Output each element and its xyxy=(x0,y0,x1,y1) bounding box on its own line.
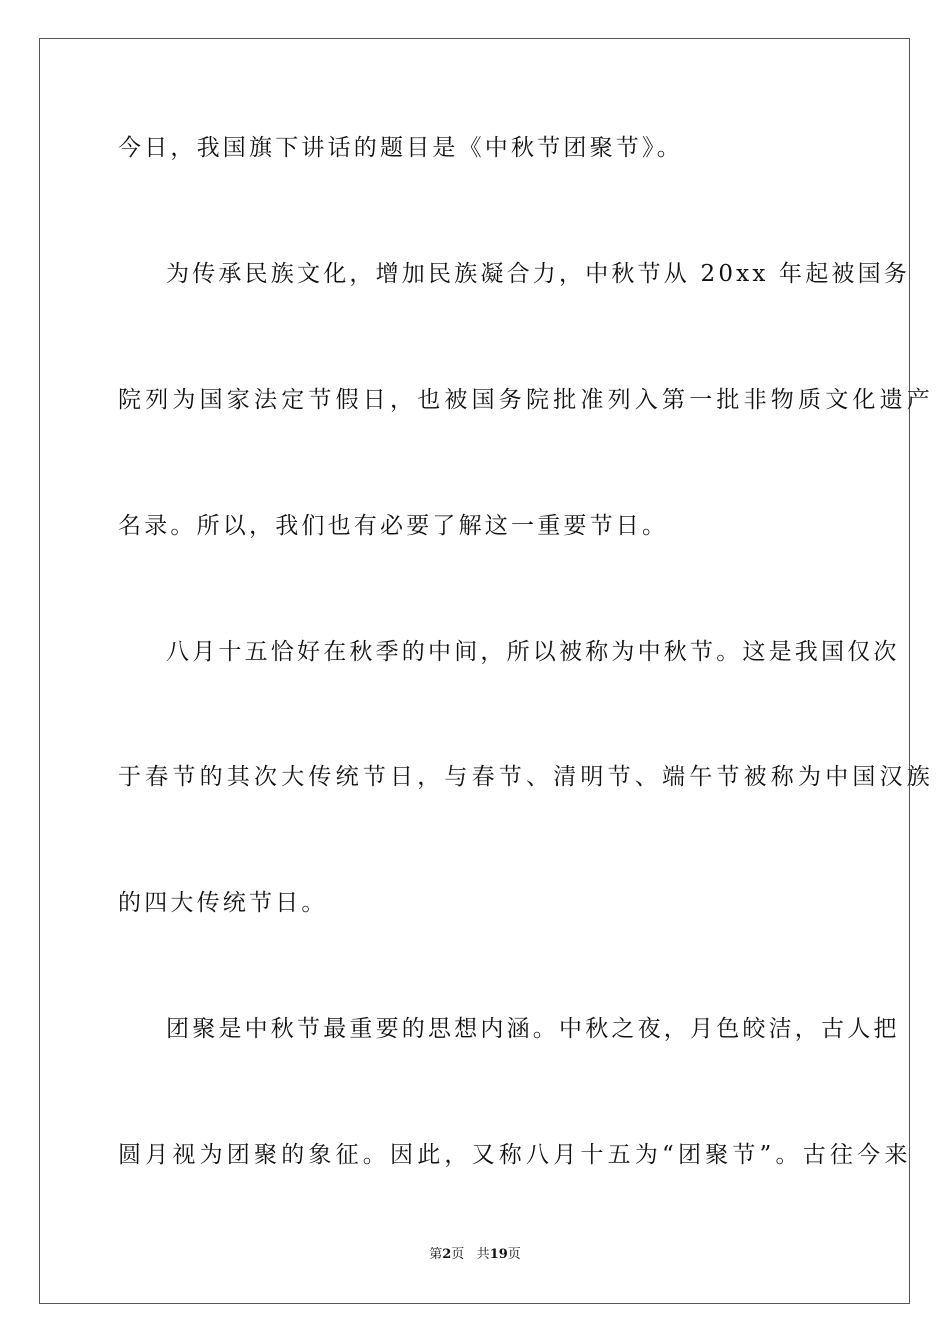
paragraph-line: 团聚是中秋节最重要的思想内涵。中秋之夜，月色皎洁，古人把 xyxy=(166,1016,900,1042)
paragraph-line: 今日，我国旗下讲话的题目是《中秋节团聚节》。 xyxy=(118,135,683,161)
total-label-prefix: 共 xyxy=(476,1247,490,1262)
total-label-suffix: 页 xyxy=(507,1247,521,1262)
paragraph-line: 院列为国家法定节假日，也被国务院批准列入第一批非物质文化遗产 xyxy=(118,387,934,413)
total-pages: 19 xyxy=(489,1247,508,1262)
page-number: 2 xyxy=(442,1247,452,1262)
paragraph-line: 于春节的其次大传统节日，与春节、清明节、端午节被称为中国汉族 xyxy=(118,764,934,790)
paragraph-line: 为传承民族文化，增加民族凝合力，中秋节从 20xx 年起被国务 xyxy=(166,261,911,287)
page-footer xyxy=(0,1246,950,1264)
paragraph-line: 八月十五恰好在秋季的中间，所以被称为中秋节。这是我国仅次 xyxy=(166,639,900,665)
paragraph-line: 名录。所以，我们也有必要了解这一重要节日。 xyxy=(118,513,669,539)
paragraph-line: 圆月视为团聚的象征。因此，又称八月十五为“团聚节”。古往今来 xyxy=(118,1142,912,1168)
page-label-suffix: 页 xyxy=(451,1247,465,1262)
paragraph-line: 的四大传统节日。 xyxy=(118,890,328,916)
page-label-prefix: 第 xyxy=(429,1247,443,1262)
